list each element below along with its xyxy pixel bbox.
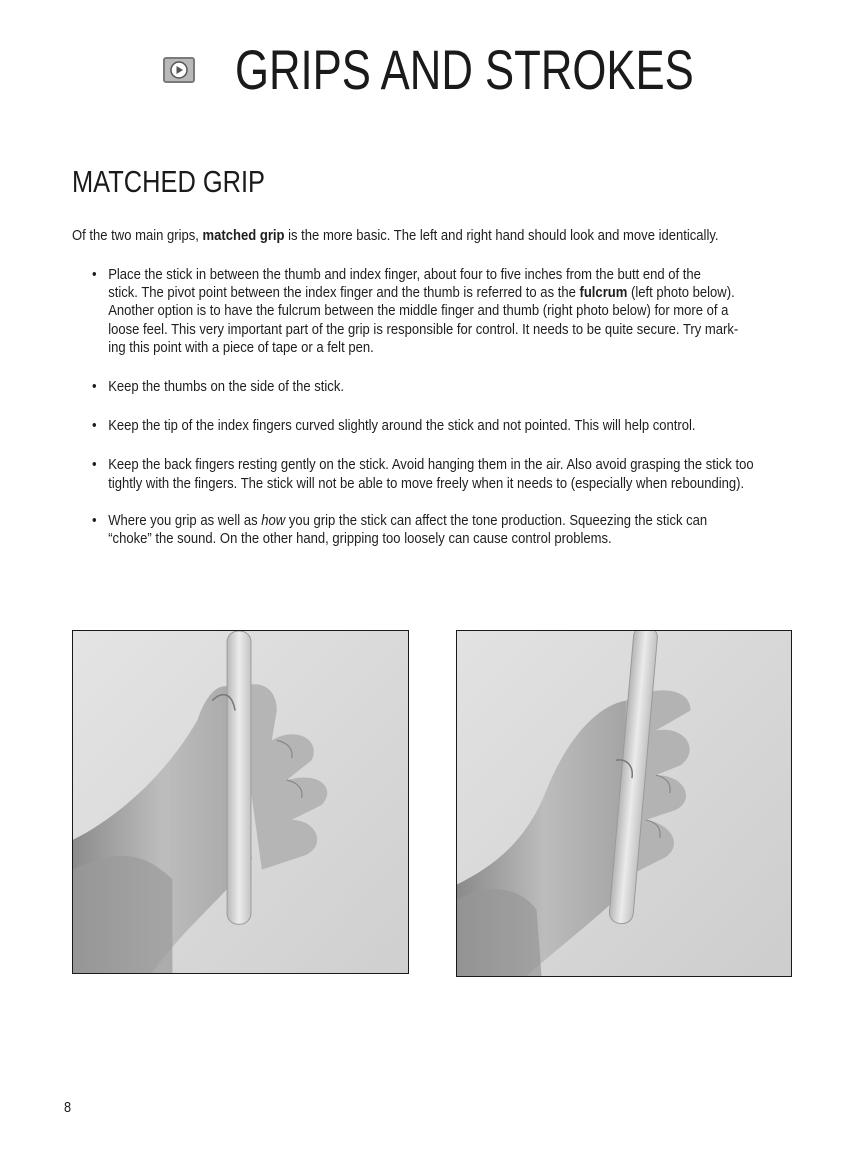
intro-text-end: is the more basic. The left and right hand should look and move identically. bbox=[284, 228, 719, 244]
intro-paragraph bbox=[72, 227, 774, 245]
bullet-text: Where you grip as well as bbox=[108, 512, 262, 529]
bullet-item bbox=[92, 378, 783, 396]
bullet-line: loose feel. This very important part of the grip is responsible for control. It needs to be quite secure. Try mark- bbox=[108, 321, 739, 338]
bullet-line: “choke” the sound. On the other hand, gripping too loosely can cause control problems. bbox=[108, 531, 612, 548]
page-number: 8 bbox=[64, 1099, 72, 1116]
bullet-item bbox=[92, 512, 783, 548]
bullet-line: • Place the stick in between the thumb and index finger, about four to five inches from the butt end of the bbox=[108, 267, 701, 283]
fulcrum-term: fulcrum bbox=[579, 285, 628, 302]
left-photo-index-fulcrum bbox=[72, 630, 409, 974]
right-photo-middle-fulcrum bbox=[456, 630, 792, 977]
page-title: GRIPS AND STROKES bbox=[235, 38, 694, 101]
grip-tips-list bbox=[92, 266, 763, 569]
how-emphasis: how bbox=[261, 512, 286, 529]
bullet-line: • Keep the tip of the index fingers curved slightly around the stick and not pointed. This will help control. bbox=[108, 418, 696, 435]
bullet-line: • Keep the thumbs on the side of the stick. bbox=[108, 379, 344, 396]
hand-grip-photo bbox=[73, 631, 408, 973]
bullet-item bbox=[92, 266, 783, 357]
bullet-text: (left photo below). bbox=[627, 285, 735, 302]
bullet-line: • Keep the back fingers resting gently on the stick. Avoid hanging them in the air. Also avoid grasping the stick too bbox=[108, 457, 754, 474]
bullet-line: Another option is to have the fulcrum between the middle finger and thumb (right photo below) for more of a bbox=[108, 303, 729, 320]
bullet-item bbox=[92, 456, 783, 492]
bullet-item bbox=[92, 417, 783, 435]
play-video-icon[interactable] bbox=[163, 57, 195, 83]
section-heading: MATCHED GRIP bbox=[72, 164, 266, 199]
bullet-line: tightly with the fingers. The stick will not be able to move freely when it needs to (especially when rebounding). bbox=[108, 475, 745, 492]
bullet-line bbox=[108, 512, 783, 530]
bullet-line: ing this point with a piece of tape or a felt pen. bbox=[108, 339, 374, 356]
play-symbol bbox=[169, 61, 189, 79]
page-header bbox=[163, 40, 783, 100]
intro-bold-term: matched grip bbox=[202, 228, 285, 244]
bullet-text: stick. The pivot point between the index finger and the thumb is referred to as the bbox=[108, 285, 580, 302]
bullet-text: you grip the stick can affect the tone production. Squeezing the stick can bbox=[285, 512, 708, 529]
bullet-line bbox=[108, 284, 783, 302]
intro-text: Of the two main grips, bbox=[72, 228, 203, 244]
hand-grip-photo bbox=[457, 631, 791, 976]
